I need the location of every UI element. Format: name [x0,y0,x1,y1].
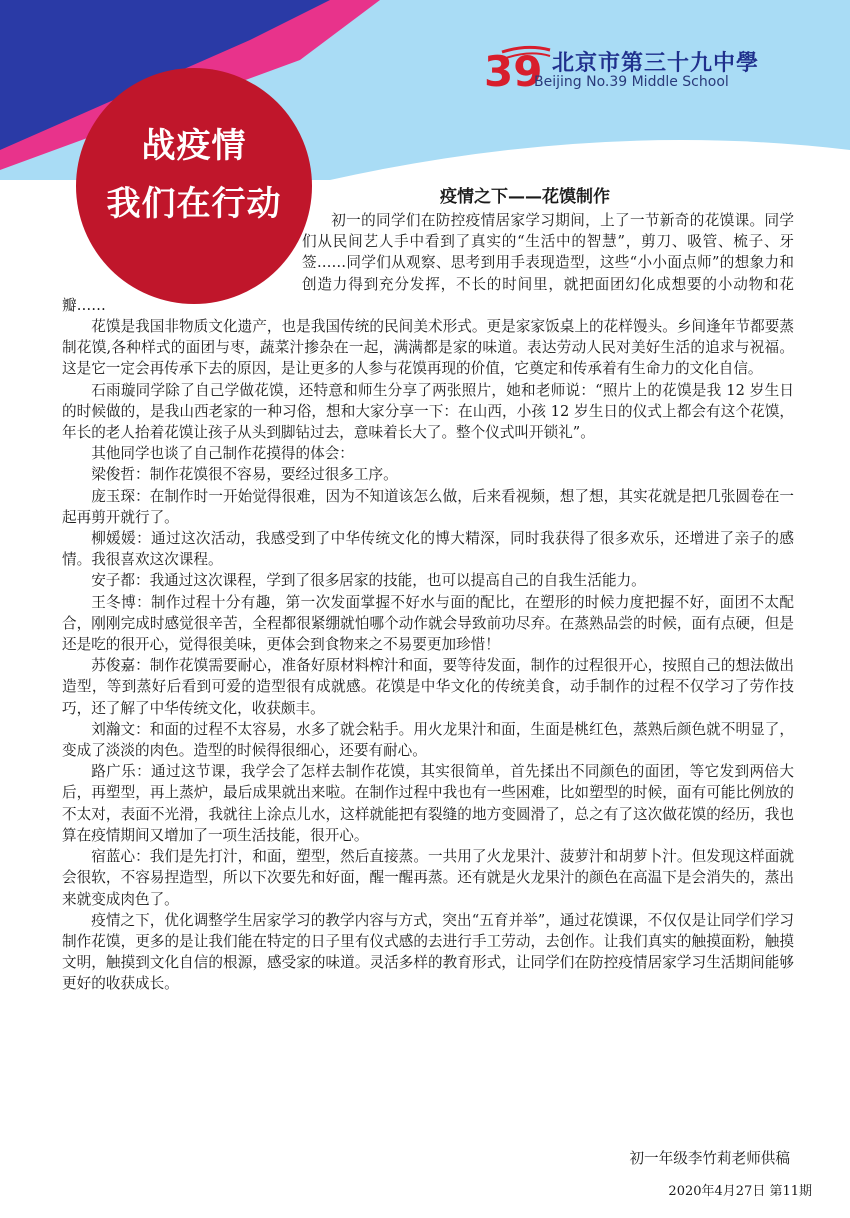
badge-line-2: 我们在行动 [106,184,282,224]
badge-line-1: 战疫情 [141,126,247,166]
article-paragraph: 其他同学也谈了自己制作花摸得的体会： [91,445,354,463]
school-logo [482,40,822,100]
issue-date: 2020年4月27日 第11期 [668,1184,812,1199]
article-paragraph: 刘瀚文：和面的过程不太容易，水多了就会粘手。用火龙果汁和面，生面是桃红色，蒸熟后颜色就不明显了，变成了淡淡的肉色。造型的时候得很细心，还要有耐心。 [62,720,794,760]
article-paragraph: 初一的同学们在防控疫情居家学习期间，上了一节新奇的花馍课。同学们从民间艺人手中看到了真实的“生活中的智慧”，剪刀、吸管、梳子、牙签……同学们从观察、思考到用手表现造型，这些“小小面点师”的想象力和创造力得到充分发挥，不长的时间里，就把面团幻化成想要的小动物和花瓣…… [62,212,794,314]
article-paragraph: 苏俊嘉：制作花馍需要耐心，准备好原材料榨汁和面，要等待发面，制作的过程很开心，按照自己的想法做出造型，等到蒸好后看到可爱的造型很有成就感。花馍是中华文化的传统美食，动手制作的过程不仅学习了劳作技巧，还了解了中华传统文化，收获颇丰。 [62,657,794,717]
article-title: 疫情之下——花馍制作 [440,187,610,207]
logo-number: 39 [484,47,543,96]
article-paragraph: 路广乐：通过这节课，我学会了怎样去制作花馍，其实很简单，首先揉出不同颜色的面团，等它发到两倍大后，再塑型，再上蒸炉，最后成果就出来啦。在制作过程中我也有一些困难，比如塑型的时候，面有可能比例放的不太对，表面不光滑，我就往上涂点儿水，这样就能把有裂缝的地方变圆滑了，总之有了这次做花馍的经历，我也算在疫情期间又增加了一项生活技能，很开心。 [62,763,794,844]
article-paragraph: 花馍是我国非物质文化遗产，也是我国传统的民间美术形式。更是家家饭桌上的花样馒头。乡间逢年节都要蒸制花馍,各种样式的面团与枣，蔬菜汁掺杂在一起，满满都是家的味道。表达劳动人民对美好生活的追求与祝福。这是它一定会再传承下去的原因，是让更多的人参与花馍再现的价值，它奠定和传承着有生命力的文化自信。 [62,318,794,378]
school-name-en: Beijing No.39 Middle School [534,74,729,90]
article-paragraph: 安子都：我通过这次课程，学到了很多居家的技能，也可以提高自己的自我生活能力。 [91,572,646,590]
badge-wrap-spacer [62,210,302,290]
article-paragraph: 柳媛媛：通过这次活动，我感受到了中华传统文化的博大精深，同时我获得了很多欢乐，还增进了亲子的感情。我很喜欢这次课程。 [62,530,794,569]
article-paragraph: 王冬博：制作过程十分有趣，第一次发面掌握不好水与面的配比，在塑形的时候力度把握不好，面团不太配合，刚刚完成时感觉很辛苦，全程都很紧绷就怕哪个动作就会导致前功尽弃。在蒸熟品尝的时候，面有点硬，但是还是吃的很开心，觉得很美味，更体会到食物来之不易要更加珍惜！ [62,593,794,654]
school-name-cn: 北京市第三十九中學 [552,51,760,76]
article-paragraph: 宿蓝心：我们是先打汁，和面，塑型，然后直接蒸。一共用了火龙果汁、菠萝汁和胡萝卜汁。但发现这样面就会很软，不容易捏造型，所以下次要先和好面，醒一醒再蒸。还有就是火龙果汁的颜色在高温下是会消失的，蒸出来就变成肉色了。 [62,848,794,908]
article-paragraph: 疫情之下，优化调整学生居家学习的教学内容与方式，突出“五育并举”，通过花馍课，不仅仅是让同学们学习制作花馍，更多的是让我们能在特定的日子里有仪式感的去进行手工劳动，去创作。让我们真实的触摸面粉，触摸文明，触摸到文化自信的根源，感受家的味道。灵活多样的教育形式，让同学们在防控疫情居家学习生活期间能够更好的收获成长。 [62,911,794,993]
article-paragraph: 石雨璇同学除了自己学做花馍，还特意和师生分享了两张照片，她和老师说：“照片上的花馍是我 12 岁生日的时候做的，是我山西老家的一种习俗，想和大家分享一下：在山西，小孩 12 岁生日的仪式上都会有这个花馍，年长的老人抬着花馍让孩子从头到脚钻过去，意味着长大了。整个仪式叫开锁礼”。 [62,381,794,442]
article-author: 初一年级李竹莉老师供稿 [629,1150,790,1167]
article-paragraph: 庞玉琛：在制作时一开始觉得很难，因为不知道该怎么做，后来看视频，想了想，其实花就是把几张圆卷在一起再剪开就行了。 [62,487,794,526]
article-body [62,210,794,995]
school-emblem-icon [482,40,552,100]
article-paragraph: 梁俊哲：制作花馍很不容易，要经过很多工序。 [91,466,398,484]
